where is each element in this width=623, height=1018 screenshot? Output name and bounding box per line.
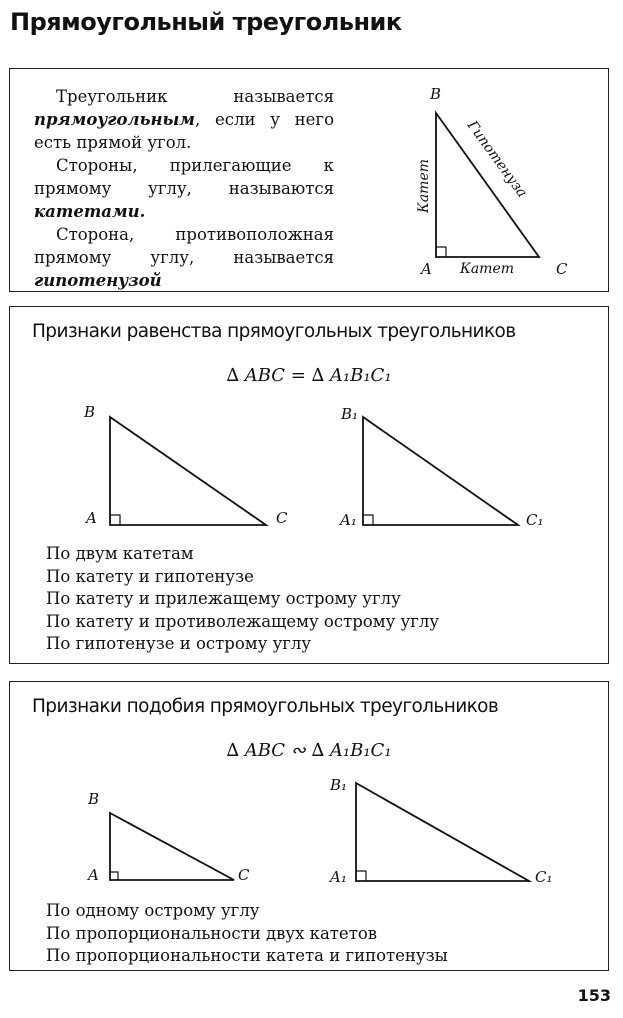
similarity-triangle-a1b1c1 — [356, 783, 529, 881]
right-angle-mark — [356, 871, 366, 881]
right-angle-mark — [110, 515, 120, 525]
right-angle-mark — [110, 872, 118, 880]
equality-title: Признаки равенства прямоугольных треугольников — [32, 321, 516, 342]
list-item: По катету и противолежащему острому углу — [46, 611, 440, 631]
similarity-formula: ∆ ABC ∾ ∆ A₁B₁C₁ — [226, 740, 392, 761]
list-item: По двум катетам — [46, 544, 194, 563]
leg-vertical-label: Катет — [416, 158, 432, 213]
page-title: Прямоугольный треугольник — [10, 8, 402, 36]
right-angle-mark — [436, 247, 446, 257]
equality-triangle-a1b1c1 — [363, 417, 518, 525]
definition-box — [9, 68, 609, 292]
similarity-title: Признаки подобия прямоугольных треугольников — [32, 696, 499, 717]
term-right-triangle: прямоугольным — [34, 110, 195, 129]
list-item: По гипотенузе и острому углу — [46, 634, 312, 653]
list-item: По одному острому углу — [46, 901, 260, 920]
list-item: По пропорциональности катета и гипотенузы — [46, 946, 448, 965]
definition-paragraph-legs: Стороны, прилегающие к прямому углу, называются катетами. — [34, 156, 334, 221]
list-item: По катету и гипотенузе — [46, 566, 254, 586]
term-legs: катетами. — [34, 202, 146, 221]
vertex-b-label: B — [84, 403, 96, 421]
similarity-criteria-list — [46, 900, 448, 968]
list-item: По пропорциональности двух катетов — [46, 923, 378, 943]
page-number: 153 — [577, 986, 611, 1005]
equality-triangle-abc — [110, 417, 266, 525]
vertex-c1-label: C₁ — [526, 511, 544, 529]
equality-formula: ∆ ABC = ∆ A₁B₁C₁ — [226, 365, 392, 386]
vertex-c-label: C — [276, 509, 288, 527]
term-hypotenuse: гипотенузой — [34, 271, 162, 290]
vertex-c1-label: C₁ — [535, 868, 553, 886]
vertex-b1-label: B₁ — [330, 776, 348, 794]
list-item: По катету и прилежащему острому углу — [46, 589, 401, 608]
similarity-box — [9, 681, 609, 971]
similarity-triangle-abc — [110, 813, 234, 880]
vertex-b1-label: B₁ — [341, 405, 359, 423]
equality-criteria-list — [46, 543, 439, 656]
vertex-a-label: A — [421, 260, 432, 278]
definition-triangle-figure — [10, 69, 610, 293]
definition-paragraph-hypotenuse: Сторона, противоположная прямому углу, называется гипотенузой — [34, 225, 334, 290]
leg-horizontal-label: Катет — [460, 261, 515, 277]
vertex-a1-label: A₁ — [340, 511, 357, 529]
vertex-a-label: A — [88, 866, 99, 884]
vertex-b-label: B — [430, 85, 442, 103]
vertex-a-label: A — [86, 509, 97, 527]
definition-paragraph-right-triangle: Треугольник называется прямоугольным, если у него есть прямой угол. — [34, 87, 334, 152]
equality-box — [9, 306, 609, 664]
right-angle-mark — [363, 515, 373, 525]
vertex-c-label: C — [556, 260, 568, 278]
hypotenuse-label: Гипотенуза — [463, 117, 530, 201]
vertex-c-label: C — [238, 866, 250, 884]
vertex-a1-label: A₁ — [330, 868, 347, 886]
vertex-b-label: B — [88, 790, 100, 808]
